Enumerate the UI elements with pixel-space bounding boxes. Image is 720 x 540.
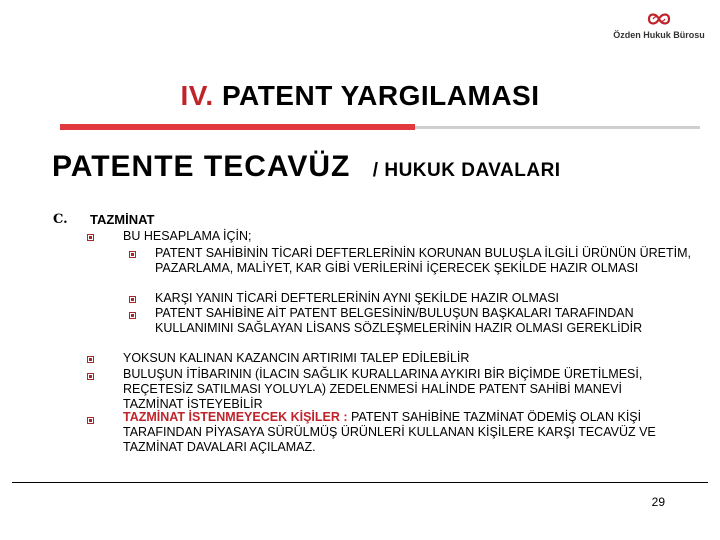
heading-title: PATENT YARGILAMASI bbox=[221, 80, 540, 111]
slide-subtitle bbox=[52, 150, 561, 184]
list-item: YOKSUN KALINAN KAZANCIN ARTIRIMI TALEP EDİLEBİLİR bbox=[123, 351, 470, 365]
logo bbox=[604, 10, 714, 40]
slide-heading bbox=[0, 80, 720, 112]
bullet-icon bbox=[87, 373, 94, 380]
list-item-text: PATENT SAHİBİNE TAZMİNAT ÖDEMİŞ OLAN KİŞİ TARAFINDAN PİYASAYA SÜRÜLMÜŞ ÜRÜNLERİ KULLANAN KİŞİLERE KARŞI TECAVÜZ VE TAZMİNAT DAVALARI AÇILAMAZ. bbox=[123, 410, 656, 454]
heading-accent-rule bbox=[60, 124, 415, 130]
bullet-icon bbox=[129, 251, 136, 258]
infinity-mark-icon bbox=[646, 10, 672, 28]
section-title: TAZMİNAT bbox=[90, 212, 155, 227]
bullet-icon bbox=[129, 312, 136, 319]
list-item: BULUŞUN İTİBARININ (İLACIN SAĞLIK KURALLARINA AYKIRI BİR BİÇİMDE ÜRETİLMESİ, REÇETESİZ SATILMASI YOLUYLA) ZEDELENMESİ HALİNDE PATENT SAHİBİ MANEVİ TAZMİNAT İSTEYEBİLİR bbox=[123, 367, 643, 411]
logo-text: Özden Hukuk Bürosu bbox=[613, 30, 705, 40]
bullet-icon bbox=[129, 296, 136, 303]
footer-rule bbox=[12, 482, 708, 483]
page-number: 29 bbox=[651, 495, 665, 509]
heading-roman: IV. bbox=[180, 80, 214, 111]
list-item: BU HESAPLAMA İÇİN; bbox=[123, 229, 252, 243]
bullet-icon bbox=[87, 234, 94, 241]
list-item-highlight: TAZMİNAT İSTENMEYECEK KİŞİLER : bbox=[123, 410, 348, 424]
list-item: PATENT SAHİBİNE AİT PATENT BELGESİNİN/BULUŞUN BAŞKALARI TARAFINDAN KULLANIMINI SAĞLAYAN LİSANS SÖZLEŞMELERİNİN HAZIR OLMASI GEREKLİDİR bbox=[155, 306, 643, 335]
bullet-icon bbox=[87, 417, 94, 424]
subtitle-main: PATENTE TECAVÜZ bbox=[52, 150, 351, 183]
list-item: PATENT SAHİBİNİN TİCARİ DEFTERLERİNİN KORUNAN BULUŞLA İLGİLİ ÜRÜNÜN ÜRETİM, PAZARLAMA, MALİYET, KAR GİBİ VERİLERİNİ İÇERECEK ŞEKİLDE HAZIR OLMASI bbox=[155, 246, 691, 275]
list-item: KARŞI YANIN TİCARİ DEFTERLERİNİN AYNI ŞEKİLDE HAZIR OLMASI bbox=[155, 291, 560, 305]
section-letter: C. bbox=[53, 212, 68, 227]
subtitle-side: / HUKUK DAVALARI bbox=[372, 160, 561, 181]
list-item-no-compensation bbox=[123, 410, 663, 455]
bullet-icon bbox=[87, 356, 94, 363]
